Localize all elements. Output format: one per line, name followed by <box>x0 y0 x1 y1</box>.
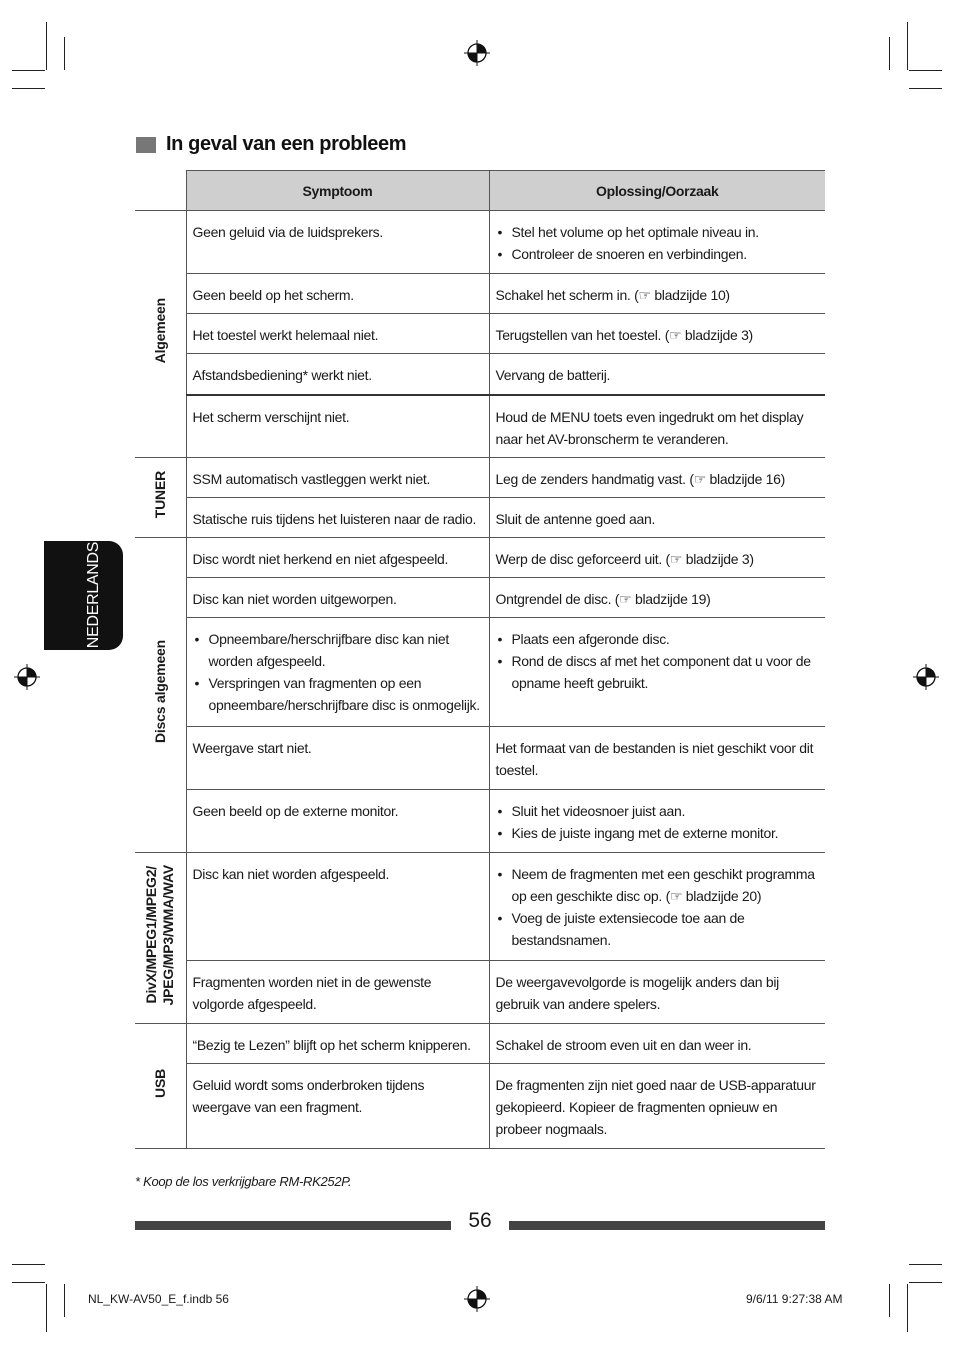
symptom-cell <box>186 1064 489 1149</box>
solution-text: Schakel het scherm in. (☞ bladzijde 10) <box>495 287 730 303</box>
print-datetime: 9/6/11 9:27:38 AM <box>746 1292 843 1306</box>
table-row <box>135 395 825 458</box>
crop-mark <box>909 1282 942 1283</box>
page-number: 56 <box>468 1209 492 1232</box>
solution-bullet-item: • Rond de discs af met het component dat u voor de opname heeft gebruikt. <box>496 650 820 694</box>
table-row <box>135 211 825 274</box>
symptom-text: Statische ruis tijdens het luisteren naar de radio. <box>192 511 477 527</box>
solution-cell <box>489 395 825 458</box>
symptom-text: Het toestel werkt helemaal niet. <box>192 327 379 343</box>
category-cell <box>135 1024 186 1149</box>
solution-text: Werp de disc geforceerd uit. (☞ bladzijde 3) <box>495 551 754 567</box>
table-row <box>135 1024 825 1064</box>
crop-mark <box>909 88 942 89</box>
crop-mark <box>46 22 47 70</box>
category-cell <box>135 538 186 853</box>
category-label: TUNER <box>151 470 168 519</box>
solution-list <box>496 863 820 951</box>
table-row <box>135 578 825 618</box>
category-cell <box>135 853 186 1024</box>
solution-cell <box>489 354 825 395</box>
solution-bullet-item: • Plaats een afgeronde disc. <box>496 628 820 650</box>
symptom-text: Disc kan niet worden uitgeworpen. <box>192 591 397 607</box>
solution-text: Terugstellen van het toestel. (☞ bladzijde 3) <box>495 327 753 343</box>
symptom-text: Geluid wordt soms onderbroken tijdens weergave van een fragment. <box>192 1077 425 1115</box>
symptom-bullet-item: • Opneembare/herschrijfbare disc kan niet worden afgespeeld. <box>193 628 483 672</box>
crop-mark <box>12 70 45 71</box>
crop-mark <box>907 22 908 70</box>
solution-bullet-item: • Sluit het videosnoer juist aan. <box>496 800 820 822</box>
symptom-cell <box>186 458 489 498</box>
table-row <box>135 618 825 727</box>
symptom-text: Geen beeld op de externe monitor. <box>192 803 399 819</box>
symptom-cell <box>186 790 489 853</box>
solution-cell <box>489 274 825 314</box>
table-corner <box>135 171 186 211</box>
symptom-text: Fragmenten worden niet in de gewenste volgorde afgespeeld. <box>192 974 432 1012</box>
crop-mark <box>12 1264 45 1265</box>
print-file-info: NL_KW-AV50_E_f.indb 56 <box>88 1292 229 1306</box>
solution-cell <box>489 853 825 961</box>
crop-mark <box>909 70 942 71</box>
solution-bullet-item: • Voeg de juiste extensiecode toe aan de bestandsnamen. <box>496 907 820 951</box>
solution-cell <box>489 578 825 618</box>
category-label: Algemeen <box>151 298 168 364</box>
solution-text: Sluit de antenne goed aan. <box>495 511 656 527</box>
solution-text: Ontgrendel de disc. (☞ bladzijde 19) <box>495 591 711 607</box>
solution-cell <box>489 618 825 727</box>
solution-bullet-item: • Neem de fragmenten met een geschikt programma op een geschikte disc op. (☞ bladzijde 20) <box>496 863 820 907</box>
symptom-text: Het scherm verschijnt niet. <box>192 408 350 425</box>
table-body <box>135 211 825 1149</box>
registration-mark-icon <box>464 40 490 66</box>
crop-mark <box>64 1284 65 1317</box>
symptom-cell <box>186 354 489 395</box>
symptom-text: Disc kan niet worden afgespeeld. <box>192 866 390 882</box>
section-square-icon <box>136 137 156 153</box>
symptom-text: Disc wordt niet herkend en niet afgespeeld. <box>192 551 449 567</box>
crop-mark <box>12 88 45 89</box>
table-row <box>135 498 825 538</box>
table-row <box>135 961 825 1024</box>
category-cell <box>135 211 186 458</box>
solution-cell <box>489 211 825 274</box>
solution-text: Houd de MENU toets even ingedrukt om het display naar het AV-bronscherm te veranderen. <box>495 408 804 447</box>
language-tab <box>44 541 123 650</box>
symptom-cell <box>186 961 489 1024</box>
table-row <box>135 354 825 395</box>
symptom-cell <box>186 727 489 790</box>
page-bar-left <box>135 1221 451 1230</box>
symptom-cell <box>186 853 489 961</box>
solution-cell <box>489 458 825 498</box>
solution-bullet-item: • Kies de juiste ingang met de externe monitor. <box>496 822 820 844</box>
solution-text: De fragmenten zijn niet goed naar de USB-apparatuur gekopieerd. Kopieer de fragmenten opnieuw en probeer nogmaals. <box>495 1077 816 1137</box>
symptom-bullet-item: • Verspringen van fragmenten op een opneembare/herschrijfbare disc is onmogelijk. <box>193 672 483 716</box>
solution-text: Schakel de stroom even uit en dan weer in. <box>495 1037 752 1053</box>
table-row <box>135 790 825 853</box>
symptom-cell <box>186 395 489 458</box>
symptom-text: Geen geluid via de luidsprekers. <box>192 224 383 240</box>
symptom-cell <box>186 578 489 618</box>
solution-list <box>496 628 820 694</box>
table-row <box>135 727 825 790</box>
table-row <box>135 1064 825 1149</box>
solution-cell <box>489 1024 825 1064</box>
solution-cell <box>489 314 825 354</box>
page-title: In geval van een probleem <box>166 133 407 155</box>
table-row <box>135 458 825 498</box>
section-heading <box>136 133 406 156</box>
symptom-header: Symptoom <box>186 171 489 211</box>
footnote: * Koop de los verkrijgbare RM-RK252P. <box>135 1174 352 1189</box>
crop-mark <box>12 1282 45 1283</box>
crop-mark <box>46 1284 47 1332</box>
solution-text: Het formaat van de bestanden is niet geschikt voor dit toestel. <box>495 740 814 778</box>
registration-mark-icon <box>14 664 40 690</box>
category-label: DivX/MPEG1/MPEG2/ JPEG/MP3/WMA/WAV <box>143 864 177 1006</box>
solution-bullet-item: • Stel het volume op het optimale niveau in. <box>496 221 820 243</box>
table-row <box>135 314 825 354</box>
table-row <box>135 538 825 578</box>
solution-cell <box>489 727 825 790</box>
symptom-cell <box>186 538 489 578</box>
crop-mark <box>909 1264 942 1265</box>
solution-cell <box>489 961 825 1024</box>
solution-bullet-item: • Controleer de snoeren en verbindingen. <box>496 243 820 265</box>
troubleshooting-table <box>135 170 825 1149</box>
crop-mark <box>64 37 65 70</box>
table-row <box>135 274 825 314</box>
registration-mark-icon <box>913 664 939 690</box>
category-cell <box>135 458 186 538</box>
symptom-list <box>193 628 483 716</box>
solution-cell <box>489 790 825 853</box>
solution-list <box>496 221 820 265</box>
symptom-cell <box>186 314 489 354</box>
solution-cell <box>489 498 825 538</box>
solution-text: De weergavevolgorde is mogelijk anders dan bij gebruik van andere spelers. <box>495 974 779 1012</box>
language-tab-label: NEDERLANDS <box>85 541 102 649</box>
symptom-text: Afstandsbediening* werkt niet. <box>192 367 372 383</box>
symptom-text: SSM automatisch vastleggen werkt niet. <box>192 471 431 487</box>
symptom-cell <box>186 1024 489 1064</box>
table-row <box>135 853 825 961</box>
symptom-cell <box>186 618 489 727</box>
solution-list <box>496 800 820 844</box>
solution-header: Oplossing/Oorzaak <box>489 171 825 211</box>
crop-mark <box>907 1284 908 1332</box>
crop-mark <box>889 37 890 70</box>
solution-cell <box>489 538 825 578</box>
solution-cell <box>489 1064 825 1149</box>
symptom-text: Weergave start niet. <box>192 740 312 756</box>
symptom-cell <box>186 498 489 538</box>
crop-mark <box>889 1284 890 1317</box>
registration-mark-icon <box>464 1286 490 1312</box>
category-label: Discs algemeen <box>151 640 168 744</box>
symptom-text: Geen beeld op het scherm. <box>192 287 354 303</box>
solution-text: Leg de zenders handmatig vast. (☞ bladzijde 16) <box>495 471 786 487</box>
symptom-text: “Bezig te Lezen” blijft op het scherm knipperen. <box>192 1037 471 1053</box>
solution-text: Vervang de batterij. <box>495 367 611 383</box>
category-label: USB <box>151 1068 168 1098</box>
symptom-cell <box>186 274 489 314</box>
symptom-cell <box>186 211 489 274</box>
page-bar-right <box>509 1221 825 1230</box>
